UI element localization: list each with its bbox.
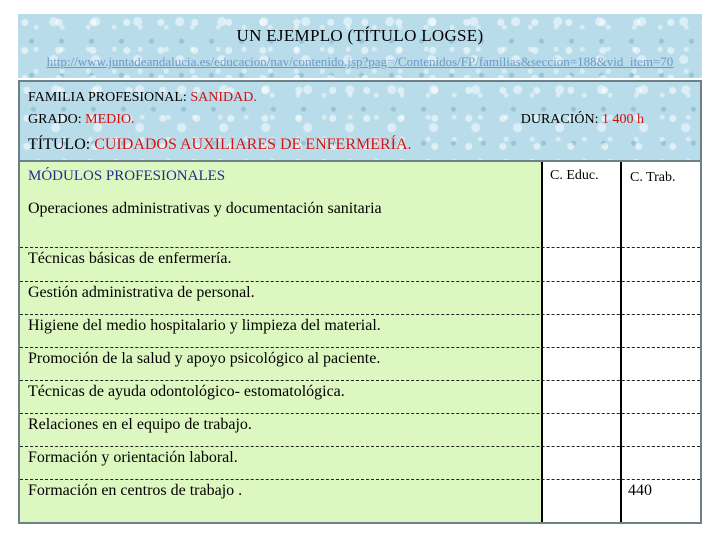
duracion-value: 1 400 h [602, 112, 644, 127]
module-name: Relaciones en el equipo de trabajo. [28, 416, 252, 433]
familia-value: SANIDAD. [190, 90, 257, 105]
titulo-line [28, 136, 412, 154]
row-divider [20, 479, 700, 480]
titulo-value: CUIDADOS AUXILIARES DE ENFERMERÍA. [94, 136, 412, 153]
module-name: Formación en centros de trabajo . [28, 482, 243, 499]
grado-value: MEDIO. [85, 112, 135, 127]
source-link[interactable]: http://www.juntadeandalucia.es/educacion/nav/contenido.jsp?pag=/Contenidos/FP/familias&seccion=188&vid_item=70 [46, 54, 674, 69]
row-divider [20, 247, 700, 248]
module-hours-trab: 440 [628, 482, 652, 499]
header-modulos: MÓDULOS PROFESIONALES [28, 168, 226, 184]
modules-table [18, 160, 702, 524]
row-divider [20, 446, 700, 447]
page-title: UN EJEMPLO (TÍTULO LOGSE) [236, 26, 484, 45]
grado-label: GRADO: [28, 112, 86, 127]
module-name: Técnicas de ayuda odontológico- estomatológica. [28, 383, 345, 400]
educ-column [543, 162, 622, 522]
row-divider [20, 347, 700, 348]
row-divider [20, 413, 700, 414]
duracion-label: DURACIÓN: [520, 112, 602, 127]
module-name: Operaciones administrativas y documentación sanitaria [28, 200, 382, 217]
header-educ: C. Educ. [550, 168, 599, 183]
title-banner [18, 14, 702, 78]
module-name: Gestión administrativa de personal. [28, 284, 255, 301]
duracion-line [521, 112, 644, 128]
module-name: Promoción de la salud y apoyo psicológico al paciente. [28, 350, 381, 367]
familia-label: FAMILIA PROFESIONAL: [28, 90, 191, 105]
info-panel [18, 80, 702, 160]
header-trab: C. Trab. [630, 170, 676, 185]
row-divider [20, 314, 700, 315]
row-divider [20, 281, 700, 282]
module-name: Higiene del medio hospitalario y limpieza del material. [28, 317, 381, 334]
titulo-label: TÍTULO: [28, 136, 95, 153]
familia-line [28, 90, 257, 106]
row-divider [20, 380, 700, 381]
grado-line [28, 112, 135, 128]
module-name: Formación y orientación laboral. [28, 449, 238, 466]
module-name: Técnicas básicas de enfermería. [28, 250, 232, 267]
